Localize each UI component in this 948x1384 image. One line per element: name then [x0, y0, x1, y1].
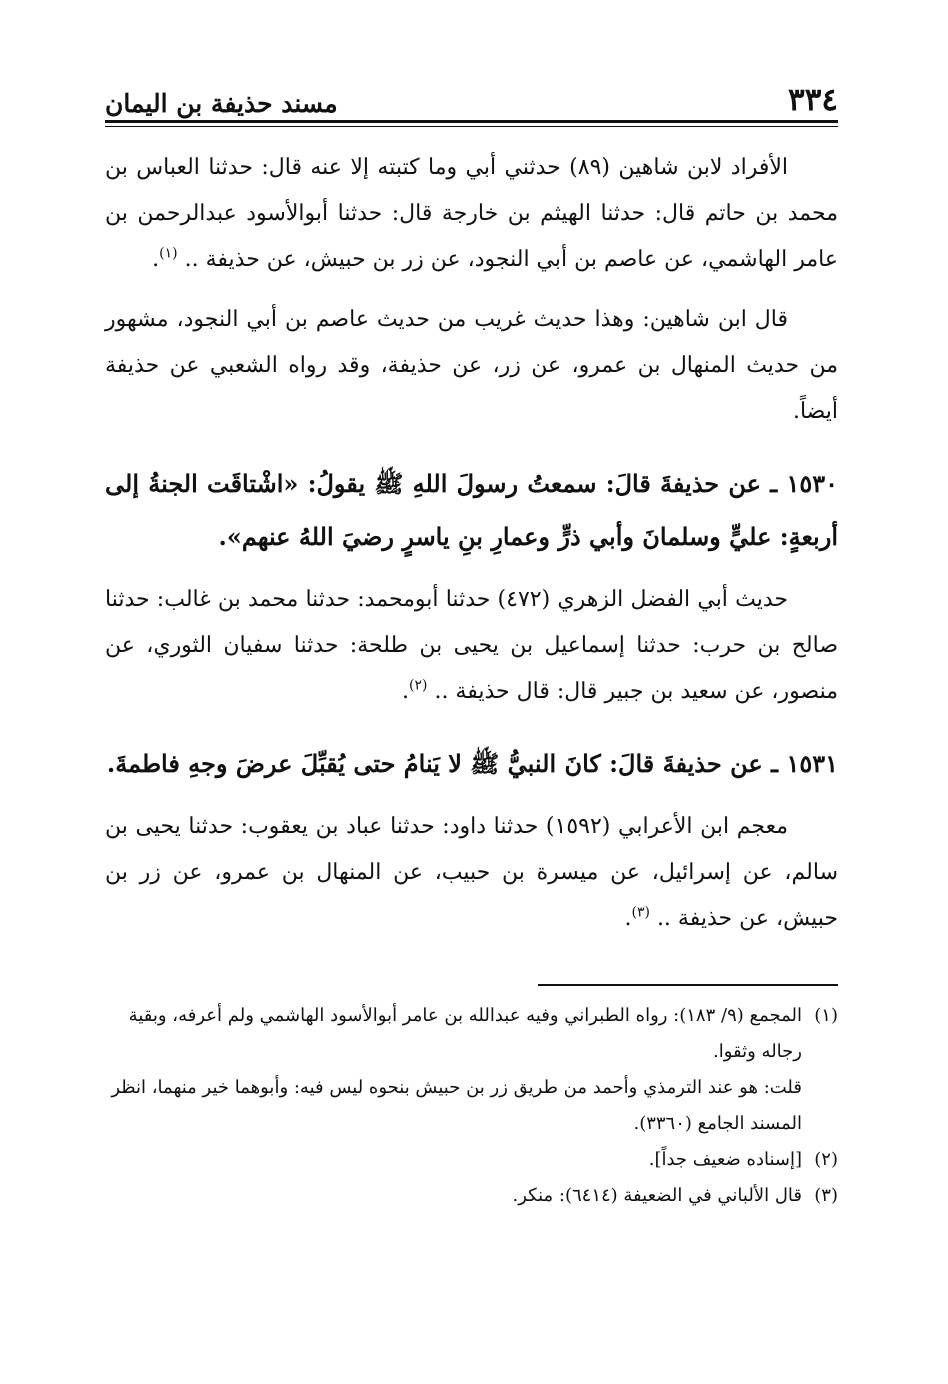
footnote-text: قال الألباني في الضعيفة (٦٤١٤): منكر.: [512, 1185, 802, 1206]
footnote-number: (١): [814, 1005, 838, 1026]
footnote-ref: (٣): [631, 904, 650, 921]
running-header: [105, 78, 838, 123]
footnote-item: [105, 1142, 838, 1178]
main-text: [105, 145, 838, 942]
header-rule: [105, 126, 838, 127]
source-paragraph: حديث أبي الفضل الزهري (٤٧٢) حدثنا أبومحمد: حدثنا محمد بن غالب: حدثنا صالح بن حرب: حدثنا إسماعيل بن يحيى بن طلحة: حدثنا سفيان الثوري، عن منصور، عن سعيد بن جبير قال: قال حذيفة .. $^{(٢)}$.: [105, 587, 838, 704]
footnote-ref: (١): [159, 245, 178, 262]
hadith-1531: ١٥٣١ ـ عن حذيفةَ قالَ: كانَ النبيُّ ﷺ لا يَنامُ حتى يُقبِّلَ عرضَ وجهِ فاطمةَ.: [106, 749, 838, 778]
running-title: مسند حذيفة بن اليمان: [105, 89, 338, 118]
footnote-text: قلت: هو عند الترمذي وأحمد من طريق زر بن حبيش بنحوه ليس فيه: وأبوهما خير منهما، انظر المسند الجامع (٣٣٦٠).: [111, 1077, 802, 1134]
footnote-text: [إسناده ضعيف جداً].: [648, 1149, 802, 1170]
hadith-1530: ١٥٣٠ ـ عن حذيفةَ قالَ: سمعتُ رسولَ اللهِ ﷺ يقولُ: «اشْتاقَت الجنةُ إلى أربعةٍ: عليٍّ وسلمانَ وأبي ذرٍّ وعمارِ بنِ ياسرٍ رضيَ اللهُ عنهم».: [105, 469, 838, 551]
page-number: ٣٣٤: [788, 82, 838, 118]
footnotes: [105, 998, 838, 1214]
document-page: [105, 78, 838, 1214]
footnote-text: المجمع (٩/ ١٨٣): رواه الطبراني وفيه عبدالله بن عامر أبوالأسود الهاشمي ولم أعرفه، وبقية رجاله وثقوا.: [128, 1005, 802, 1062]
footnote-item: [105, 998, 838, 1070]
footnote-item: [105, 1178, 838, 1214]
source-paragraph: قال ابن شاهين: وهذا حديث غريب من حديث عاصم بن أبي النجود، مشهور من حديث المنهال بن عمرو، عن زر، عن حذيفة، وقد رواه الشعبي عن حذيفة أيضاً.: [105, 307, 838, 424]
footnote-ref: (٢): [409, 677, 428, 694]
source-paragraph: معجم ابن الأعرابي (١٥٩٢) حدثنا داود: حدثنا عباد بن يعقوب: حدثنا يحيى بن سالم، عن إسرائيل، عن ميسرة بن حبيب، عن المنهال بن عمرو، عن زر بن حبيش، عن حذيفة .. $^{(٣)}$.: [105, 814, 838, 931]
footnote-item: [105, 1070, 838, 1142]
footnote-number: (٢): [814, 1149, 838, 1170]
footnote-number: (٣): [814, 1185, 838, 1206]
footnote-separator: [538, 984, 838, 986]
source-paragraph: الأفراد لابن شاهين (٨٩) حدثني أبي وما كتبته إلا عنه قال: حدثنا العباس بن محمد بن حاتم قال: حدثنا الهيثم بن خارجة قال: حدثنا أبوالأسود عبدالرحمن بن عامر الهاشمي، عن عاصم بن أبي النجود، عن زر بن حبيش، عن حذيفة .. $^{(١)}$.: [105, 155, 838, 272]
